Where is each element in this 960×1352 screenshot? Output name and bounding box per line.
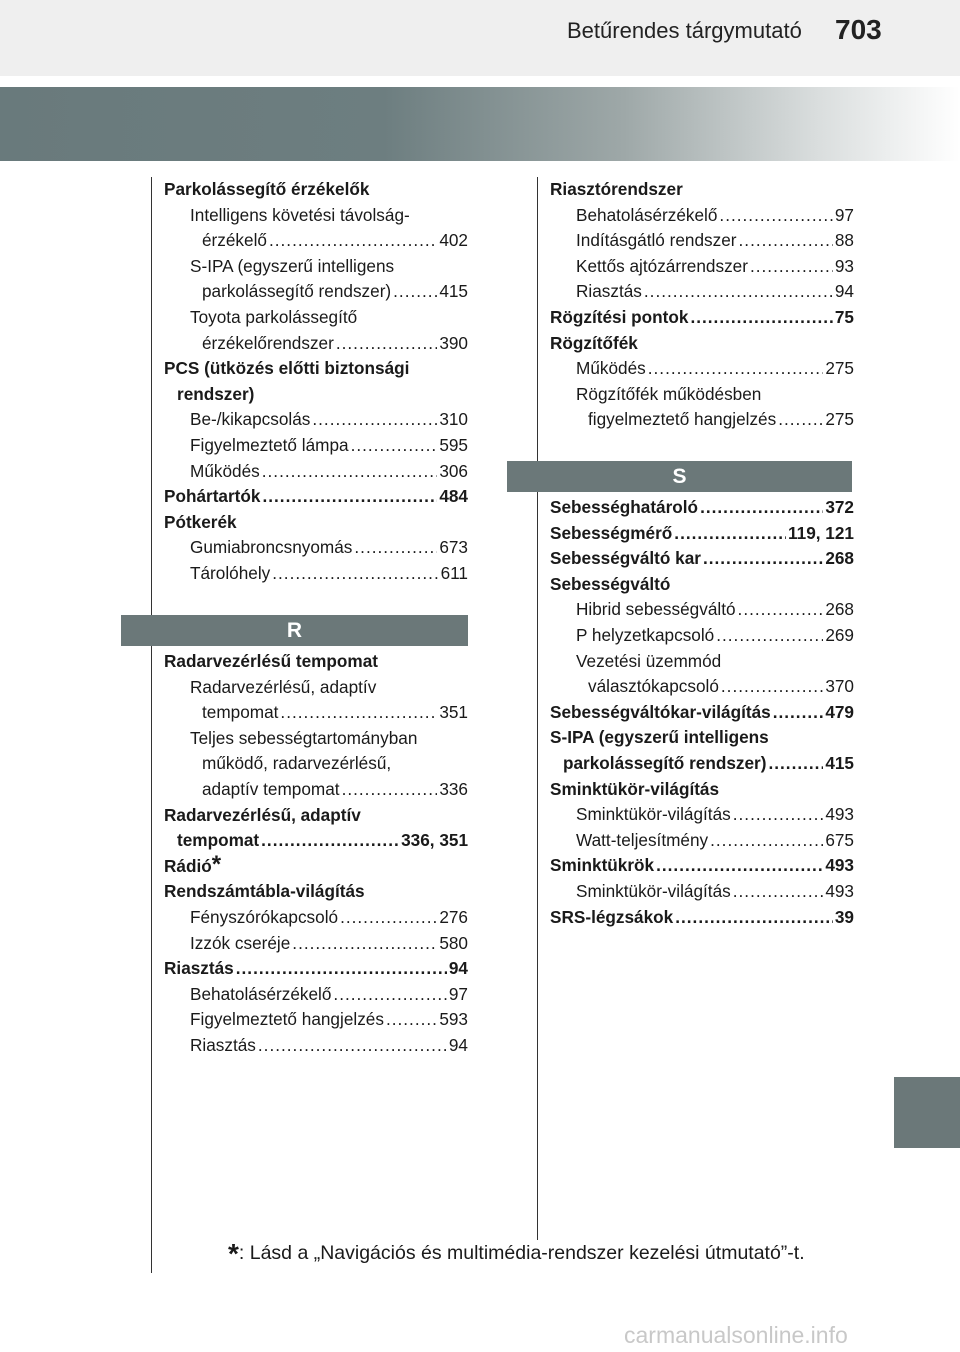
index-entry: Sebességhatároló ..... 372 (550, 495, 854, 521)
page-ref: 484 (439, 486, 468, 507)
dot-leader (312, 407, 437, 433)
dot-leader (719, 203, 832, 229)
index-entry: figyelmeztető hangjelzés ..... 275 (550, 407, 854, 433)
page-ref: 88 (834, 230, 854, 251)
index-entry: Figyelmeztető lámpa ..... 595 (164, 433, 468, 459)
index-entry: Sebességváltó (550, 573, 671, 594)
index-entry: PCS (ütközés előtti biztonsági (164, 358, 410, 379)
page-ref: 275 (825, 358, 854, 379)
watermark: carmanualsonline.info (624, 1322, 848, 1348)
page-ref: 493 (825, 804, 854, 825)
dot-leader (739, 228, 833, 254)
page-ref: 675 (825, 829, 854, 850)
page-ref: 306 (439, 460, 468, 481)
dot-leader (292, 931, 437, 957)
dot-leader (733, 879, 824, 905)
column-divider (537, 177, 538, 1240)
page-number: 703 (835, 14, 882, 45)
dot-leader (644, 279, 833, 305)
page-ref: 390 (439, 332, 468, 353)
index-entry: Behatolásérzékelő ..... 97 (164, 982, 468, 1008)
page-header-title: Betűrendes tárgymutató (567, 18, 802, 43)
page-ref: 94 (834, 281, 854, 302)
index-entry: Riasztás ..... 94 (164, 956, 468, 982)
index-entry: rendszer) (177, 383, 255, 404)
index-entry: választókapcsoló ..... 370 (550, 674, 854, 700)
index-entry: S-IPA (egyszerű intelligens (550, 727, 769, 748)
dot-leader (258, 1033, 447, 1059)
dot-leader (648, 356, 824, 382)
dot-leader (340, 905, 437, 931)
dot-leader (738, 597, 824, 623)
dot-leader (333, 982, 446, 1008)
index-entry: Rögzítési pontok ..... 75 (550, 305, 854, 331)
index-entry: tempomat ..... 336, 351 (164, 828, 468, 854)
header-strip (0, 0, 960, 76)
index-entry: Radarvezérlésű, adaptív (164, 804, 361, 825)
dot-leader (768, 751, 823, 777)
index-entry: Sebességváltókar-világítás ..... 479 (550, 700, 854, 726)
index-entry: Sminktükör-világítás ..... 493 (550, 879, 854, 905)
index-entry: Rendszámtábla-világítás (164, 881, 365, 902)
footnote-text: : Lásd a „Navigációs és multimédia-rendszer kezelési útmutató”-t. (238, 1242, 805, 1264)
index-entry: Riasztórendszer (550, 179, 683, 199)
dot-leader (262, 459, 438, 485)
index-entry: működő, radarvezérlésű, (202, 753, 392, 774)
index-entry: Sminktükör-világítás (550, 778, 720, 799)
dot-leader (236, 956, 447, 982)
page-ref: 75 (834, 306, 854, 327)
page-ref: 39 (834, 906, 854, 927)
index-column-right (550, 177, 854, 433)
dot-leader (675, 905, 833, 931)
page-ref: 269 (825, 624, 854, 645)
left-margin-rule (151, 177, 152, 1273)
dot-leader (393, 279, 437, 305)
index-entry: Működés ..... 306 (164, 459, 468, 485)
index-entry: Intelligens követési távolság- (190, 204, 410, 225)
header-banner (0, 87, 960, 161)
index-entry: Vezetési üzemmód (576, 650, 722, 671)
page-ref: 97 (448, 983, 468, 1004)
index-entry: Izzók cseréje ..... 580 (164, 931, 468, 957)
index-entry: Behatolásérzékelő ..... 97 (550, 203, 854, 229)
index-entry: P helyzetkapcsoló ..... 269 (550, 623, 854, 649)
index-entry: tempomat ..... 351 (164, 700, 468, 726)
index-entry: SRS-légzsákok ..... 39 (550, 905, 854, 931)
footnote (228, 1238, 805, 1270)
dot-leader (272, 561, 438, 587)
dot-leader (700, 495, 823, 521)
page-ref: 493 (825, 880, 854, 901)
section-header-r: R (121, 615, 468, 646)
index-entry: Pótkerék (164, 511, 237, 532)
page-ref: 119, 121 (788, 522, 854, 543)
dot-leader (354, 535, 437, 561)
footnote-marker: * (228, 1238, 239, 1269)
dot-leader (656, 853, 823, 879)
dot-leader (386, 1007, 437, 1033)
page-ref: 593 (439, 1009, 468, 1030)
page-ref: 275 (825, 409, 854, 430)
page-ref: 595 (439, 434, 468, 455)
index-entry: Figyelmeztető hangjelzés ..... 593 (164, 1007, 468, 1033)
page-ref: 276 (439, 906, 468, 927)
dot-leader (716, 623, 823, 649)
index-entry: érzékelő ..... 402 (164, 228, 468, 254)
page-ref: 94 (448, 1034, 468, 1055)
page-ref: 611 (440, 562, 468, 583)
section-header-s: S (507, 461, 852, 492)
index-entry: parkolássegítő rendszer) ..... 415 (164, 279, 468, 305)
chapter-thumb-tab (894, 1077, 960, 1148)
dot-leader (674, 521, 786, 547)
dot-leader (721, 674, 823, 700)
index-entry: Rádió * (164, 850, 222, 878)
index-entry: Tárolóhely ..... 611 (164, 561, 468, 587)
page-ref: 370 (825, 676, 854, 697)
page-ref: 94 (448, 958, 468, 979)
index-entry: Pohártartók ..... 484 (164, 484, 468, 510)
index-entry: Radarvezérlésű tempomat (164, 651, 378, 671)
page-ref: 351 (439, 702, 468, 723)
index-entry: Kettős ajtózárrendszer ..... 93 (550, 254, 854, 280)
dot-leader (733, 802, 824, 828)
index-entry: Indításgátló rendszer ..... 88 (550, 228, 854, 254)
dot-leader (342, 777, 438, 803)
index-entry: Sminktükör-világítás ..... 493 (550, 802, 854, 828)
index-entry: Teljes sebességtartományban (190, 727, 418, 748)
dot-leader (690, 305, 832, 331)
page-ref: 268 (825, 599, 854, 620)
index-entry: Sebességváltó kar ..... 268 (550, 546, 854, 572)
dot-leader (750, 254, 833, 280)
dot-leader (703, 546, 823, 572)
index-entry: Rögzítőfék működésben (576, 383, 762, 404)
index-column-left-r (164, 649, 468, 1059)
dot-leader (773, 700, 824, 726)
page-ref: 673 (439, 537, 468, 558)
index-column-right-s (550, 495, 854, 930)
index-entry: Sminktükrök ..... 493 (550, 853, 854, 879)
page-ref: 415 (439, 281, 468, 302)
index-entry: Működés ..... 275 (550, 356, 854, 382)
page-ref: 336, 351 (401, 830, 468, 851)
page-ref: 402 (439, 230, 468, 251)
index-entry: parkolássegítő rendszer) ..... 415 (550, 751, 854, 777)
page-ref: 310 (439, 409, 468, 430)
index-entry: érzékelőrendszer ..... 390 (164, 331, 468, 357)
dot-leader (269, 228, 437, 254)
dot-leader (351, 433, 438, 459)
index-entry: Toyota parkolássegítő (190, 306, 358, 327)
index-entry: Hibrid sebességváltó ..... 268 (550, 597, 854, 623)
index-entry: Parkolássegítő érzékelők (164, 179, 370, 199)
index-entry: Riasztás ..... 94 (550, 279, 854, 305)
index-entry: Rögzítőfék (550, 332, 638, 353)
index-entry: S-IPA (egyszerű intelligens (190, 255, 395, 276)
dot-leader (778, 407, 823, 433)
page-ref: 415 (825, 752, 854, 773)
index-entry: Be-/kikapcsolás ..... 310 (164, 407, 468, 433)
page-ref: 493 (825, 855, 854, 876)
index-entry: adaptív tempomat ..... 336 (164, 777, 468, 803)
page-ref: 372 (825, 497, 854, 517)
dot-leader (336, 331, 437, 357)
page-ref: 479 (825, 701, 854, 722)
index-entry: Fényszórókapcsoló ..... 276 (164, 905, 468, 931)
index-entry: Sebességmérő ..... 119, 121 (550, 521, 854, 547)
index-entry: Riasztás ..... 94 (164, 1033, 468, 1059)
index-column-left (164, 177, 468, 587)
page-ref: 93 (834, 255, 854, 276)
page-ref: 336 (439, 778, 468, 799)
dot-leader (280, 700, 437, 726)
index-entry: Watt-teljesítmény ..... 675 (550, 828, 854, 854)
index-entry: Radarvezérlésű, adaptív (190, 676, 377, 697)
dot-leader (710, 828, 823, 854)
dot-leader (261, 828, 399, 854)
page-ref: 97 (834, 204, 854, 225)
dot-leader (262, 484, 437, 510)
index-entry: Gumiabroncsnyomás ..... 673 (164, 535, 468, 561)
page-ref: 268 (825, 548, 854, 569)
page-ref: 580 (439, 932, 468, 953)
